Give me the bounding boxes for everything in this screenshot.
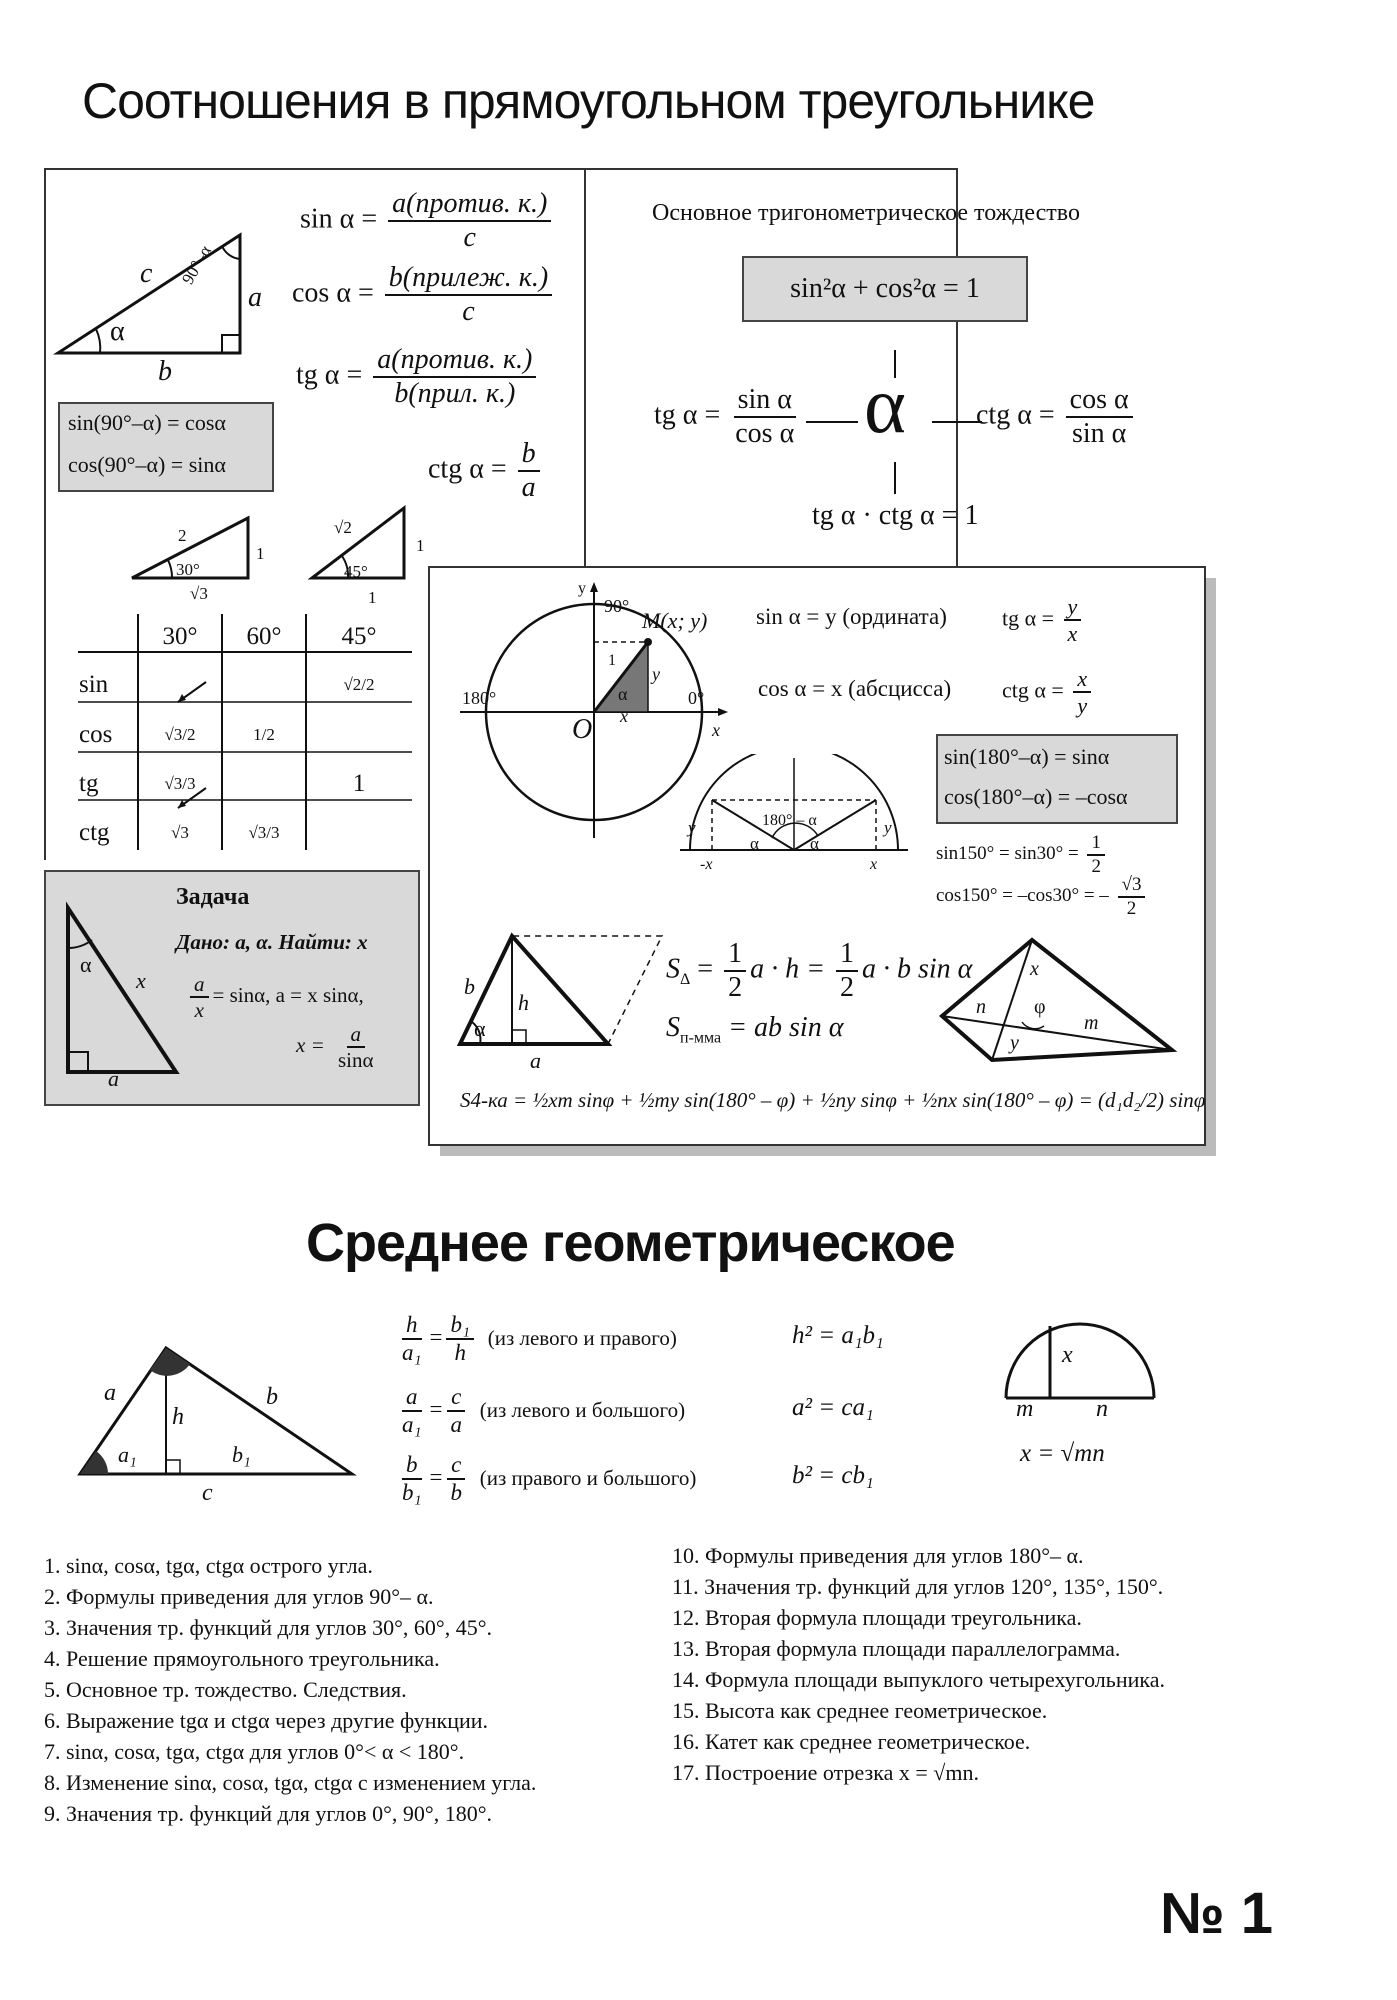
sin150-num: 1 xyxy=(1087,832,1105,856)
gm3-rden: b xyxy=(450,1480,462,1506)
quad-label-phi: φ xyxy=(1034,996,1046,1018)
task-given: Дано: a, α. Найти: x xyxy=(176,930,368,954)
quadrilateral-figure xyxy=(936,934,1186,1064)
sin-definition xyxy=(300,188,555,254)
id-tg-fraction xyxy=(731,384,798,450)
t30-leg: 1 xyxy=(256,544,265,563)
list-item: 10. Формулы приведения для углов 180°– α. xyxy=(672,1543,1084,1568)
id-tg-num: sin α xyxy=(734,384,796,418)
cos-num: b(прилеж. к.) xyxy=(385,262,552,296)
alpha-big: α xyxy=(864,362,906,450)
tri-area-half-2 xyxy=(836,938,858,1004)
list-item: 16. Катет как среднее геометрическое. xyxy=(672,1729,1031,1754)
circle-deg-90: 90° xyxy=(604,596,630,616)
list-item: 9. Значения тр. функций для углов 0°, 90°, 180°. xyxy=(44,1801,493,1826)
t30-angle: 30° xyxy=(176,560,200,579)
ctg-xy-den: y xyxy=(1077,693,1088,719)
tg-lhs: tg α = xyxy=(296,359,363,391)
list-item: 8. Изменение sinα, cosα, tgα, ctgα с изменением угла. xyxy=(44,1770,537,1795)
ctg-lhs: ctg α = xyxy=(428,453,507,485)
t45-hyp: √2 xyxy=(334,518,352,537)
reduction-180-box xyxy=(936,734,1178,824)
cos150-den: 2 xyxy=(1126,897,1137,919)
tg-yx-def xyxy=(1002,594,1085,647)
list-item: 12. Вторая формула площади треугольника. xyxy=(672,1605,1082,1630)
table-cos-45 xyxy=(306,710,412,760)
semi-label-m: m xyxy=(1016,1396,1034,1422)
task-label-a: a xyxy=(108,1066,119,1091)
cos-lhs: cos α = xyxy=(292,277,374,309)
semi-x-left: -x xyxy=(700,856,713,873)
semi-alpha-left: α xyxy=(750,834,759,853)
tri-area-half-1 xyxy=(724,938,746,1004)
sin-fraction xyxy=(388,188,551,254)
cos-abscissa-def: cos α = x (абсцисса) xyxy=(758,676,952,701)
table-tg-60 xyxy=(222,760,306,808)
geomean-row-3: $\frac{b}{\text{b₁}}$ = $\frac{c}{b}$ (из правого и большого) b² = cb₁ xyxy=(394,1452,696,1507)
table-ctg-30: √3 xyxy=(171,823,189,842)
tg-via-sin-cos xyxy=(654,384,802,450)
value-table xyxy=(78,614,412,858)
semi-label-x: x xyxy=(1062,1342,1073,1368)
cos150-lhs: cos150° = –cos30° = – xyxy=(936,885,1109,907)
ctg-xy-lhs: ctg α = xyxy=(1002,677,1064,703)
gm1-left-fraction xyxy=(398,1312,426,1367)
par-area-rest: = ab sin α xyxy=(728,1012,844,1043)
gm3-rnum: c xyxy=(447,1452,465,1480)
gm1-right-fraction xyxy=(446,1312,474,1367)
table-cos-30: √3/2 xyxy=(164,725,196,744)
triangle-label-c: c xyxy=(140,258,153,289)
t45-leg: 1 xyxy=(416,536,425,555)
table-corner xyxy=(78,614,138,660)
cos-den: c xyxy=(462,296,475,328)
tri-half-num-1: 1 xyxy=(724,938,746,972)
gm2-rden: a xyxy=(450,1412,462,1438)
par-label-h: h xyxy=(518,990,529,1015)
quad-label-m: m xyxy=(1084,1012,1099,1034)
topics-right-list xyxy=(672,1540,1165,1788)
list-item: 11. Значения тр. функций для углов 120°, 135°, 150°. xyxy=(672,1574,1164,1599)
table-tg-30: √3/3 xyxy=(164,774,196,793)
tri-area-absin: a · b sin α xyxy=(862,953,973,985)
triangle-label-angle: 90°–α xyxy=(178,242,216,288)
circle-ordinate-label: y xyxy=(652,664,660,684)
quad-label-y: y xyxy=(1010,1032,1019,1054)
table-header-60: 60° xyxy=(246,623,282,650)
gm-label-a1: a₁ xyxy=(118,1442,137,1467)
triangle-label-a: a xyxy=(248,282,262,313)
list-item: 13. Вторая формула площади параллелограмма. xyxy=(672,1636,1121,1661)
tg-yx-num: y xyxy=(1064,594,1082,621)
task-eq1-fraction xyxy=(190,972,209,1022)
circle-alpha: α xyxy=(618,684,628,704)
triangle-label-alpha: α xyxy=(110,316,125,347)
gm3-lnum: b xyxy=(402,1452,422,1480)
section2-title: Среднее геометрическое xyxy=(306,1213,955,1273)
tg-yx-lhs: tg α = xyxy=(1002,605,1055,631)
gm1-note: (из левого и правого) xyxy=(487,1325,677,1350)
cos-fraction xyxy=(385,262,552,328)
tri-half-den-1: 2 xyxy=(728,972,743,1004)
table-sin-30 xyxy=(138,660,222,710)
task-eq1-rest: = sinα, a = x sinα, xyxy=(212,982,364,1007)
gm3-result: b² = cb₁ xyxy=(792,1462,874,1489)
list-item: 2. Формулы приведения для углов 90°– α. xyxy=(44,1584,434,1609)
ctg-xy-fraction xyxy=(1073,666,1091,719)
circle-deg-180: 180° xyxy=(462,688,497,708)
gm-label-b1: b₁ xyxy=(232,1442,251,1467)
cos-definition xyxy=(292,262,556,328)
task-eq2-den: sinα xyxy=(338,1048,374,1073)
semi-y-right: y xyxy=(884,818,892,837)
table-header-45: 45° xyxy=(341,623,377,650)
cos150-fraction xyxy=(1118,874,1146,920)
sin-num: a(против. к.) xyxy=(388,188,551,222)
geomean-row-2: $\frac{a}{\text{a₁}}$ = $\frac{c}{a}$ (из левого и большого) a² = ca₁ xyxy=(394,1384,685,1439)
sin-ordinate-def: sin α = y (ордината) xyxy=(756,604,947,629)
list-item: 15. Высота как среднее геометрическое. xyxy=(672,1698,1048,1723)
page-title: Соотношения в прямоугольном треугольнике xyxy=(82,73,1095,129)
quadrilateral-area-formula: S4-ка = ½xm sinφ + ½my sin(180° – φ) + ½ny sinφ + ½nx sin(180° – φ) = (d₁d₂/2) sinφ xyxy=(460,1088,1206,1112)
gm1-rnum: b₁ xyxy=(446,1312,474,1340)
gm2-rnum: c xyxy=(447,1384,465,1412)
gm1-result: h² = a₁b₁ xyxy=(792,1322,884,1349)
tg-yx-fraction xyxy=(1064,594,1082,647)
table-row-ctg: ctg xyxy=(79,819,110,846)
table-row-sin: sin xyxy=(79,671,109,698)
gm-label-c: c xyxy=(202,1480,213,1506)
table-tg-45: 1 xyxy=(352,770,366,797)
task-eq2-num: a xyxy=(347,1022,366,1048)
sin-lhs: sin α = xyxy=(300,203,378,235)
sin150-lhs: sin150° = sin30° = xyxy=(936,843,1079,865)
circle-origin: O xyxy=(572,714,593,745)
task-triangle-figure xyxy=(58,900,188,1080)
task-eq1-den: x xyxy=(194,998,204,1023)
quad-label-x: x xyxy=(1030,958,1039,980)
sin150-fraction xyxy=(1087,832,1105,878)
table-row-tg: tg xyxy=(79,770,99,797)
gm2-note: (из левого и большого) xyxy=(479,1397,686,1422)
ctg-xy-num: x xyxy=(1073,666,1091,693)
circle-deg-0: 0° xyxy=(688,688,705,708)
par-area-sub: п-мма xyxy=(680,1029,722,1047)
circle-abscissa-label: x xyxy=(620,706,628,726)
gm3-note: (из правого и большого) xyxy=(479,1465,697,1490)
identity-caption: Основное тригонометрическое тождество xyxy=(652,200,1080,226)
id-ctg-den: sin α xyxy=(1071,418,1127,450)
table-header-30: 30° xyxy=(162,623,198,650)
reduction-180-sin: sin(180°–α) = sinα xyxy=(944,744,1110,769)
table-sin-60 xyxy=(222,660,306,710)
tri-area-sub: Δ xyxy=(680,971,691,989)
circle-axis-x: x xyxy=(712,720,720,740)
cos150-num: √3 xyxy=(1118,874,1146,898)
ctg-xy-def xyxy=(1002,666,1095,719)
tg-den: b(прил. к.) xyxy=(394,378,516,410)
parallelogram-area-formula xyxy=(666,1012,843,1048)
task-eq2-fraction xyxy=(334,1022,378,1072)
table-ctg-45 xyxy=(306,808,412,858)
geomean-result: x = √mn xyxy=(1020,1440,1105,1467)
reduction-90-cos: cos(90°–α) = sinα xyxy=(68,452,226,477)
reduction-90-sin: sin(90°–α) = cosα xyxy=(68,410,226,435)
gm-label-h: h xyxy=(172,1404,184,1430)
sin150-den: 2 xyxy=(1091,855,1101,877)
reduction-180-cos: cos(180°–α) = –cosα xyxy=(944,784,1128,809)
t30-base: √3 xyxy=(190,584,208,603)
circle-point-M: M(x; y) xyxy=(642,608,708,633)
ctg-definition xyxy=(428,438,544,504)
semi-angle: 180° – α xyxy=(762,812,817,829)
id-tg-lhs: tg α = xyxy=(654,399,721,431)
reduction-90-box xyxy=(58,402,274,492)
list-item: 5. Основное тр. тождество. Следствия. xyxy=(44,1677,407,1702)
task-title: Задача xyxy=(176,884,250,910)
t45-angle: 45° xyxy=(344,562,368,581)
geomean-row-1: $\frac{h}{\text{a₁}}$ = $\frac{\text{b₁}}{h}$ (из левого и правого) h² = a₁b₁ xyxy=(394,1312,677,1367)
gm2-result: a² = ca₁ xyxy=(792,1394,874,1421)
task-label-alpha: α xyxy=(80,952,92,977)
gm1-lnum: h xyxy=(402,1312,422,1340)
sin-den: c xyxy=(463,222,476,254)
gm2-left-fraction xyxy=(398,1384,426,1439)
gm2-lden: a₁ xyxy=(402,1412,422,1438)
list-item: 1. sinα, cosα, tgα, ctgα острого угла. xyxy=(44,1553,373,1578)
id-ctg-lhs: ctg α = xyxy=(976,399,1055,431)
list-item: 14. Формула площади выпуклого четырехугольника. xyxy=(672,1667,1165,1692)
id-tg-den: cos α xyxy=(735,418,795,450)
tri-half-den-2: 2 xyxy=(840,972,854,1004)
page-number: № 1 xyxy=(1160,1881,1274,1946)
id-ctg-num: cos α xyxy=(1066,384,1133,418)
cos150-example xyxy=(936,874,1149,920)
id-ctg-fraction xyxy=(1066,384,1133,450)
gm-label-a: a xyxy=(104,1380,116,1406)
table-row-cos: cos xyxy=(79,721,113,748)
gm2-lnum: a xyxy=(402,1384,422,1412)
sin150-example xyxy=(936,832,1109,878)
ctg-den: a xyxy=(521,472,536,504)
ctg-via-cos-sin xyxy=(976,384,1137,450)
list-item: 17. Построение отрезка x = √mn. xyxy=(672,1760,979,1785)
par-label-a: a xyxy=(530,1048,541,1073)
ctg-num: b xyxy=(518,438,540,472)
task-label-x: x xyxy=(136,968,146,993)
tri-area-S: S xyxy=(666,953,680,985)
semi-label-n: n xyxy=(1096,1396,1108,1422)
t45-base: 1 xyxy=(368,588,377,607)
table-cos-60: 1/2 xyxy=(253,725,275,744)
triangle-area-formula: $S_\Delta$ = $\frac{1}{2}$ a · h = $\frac{1}{2}$ a · b sin α xyxy=(666,938,973,1004)
par-label-b: b xyxy=(464,974,475,999)
task-eq1-num: a xyxy=(190,972,209,998)
gm1-rden: h xyxy=(454,1340,466,1366)
list-item: 7. sinα, cosα, tgα, ctgα для углов 0°< α < 180°. xyxy=(44,1739,465,1764)
circle-axis-y: y xyxy=(578,580,586,597)
task-eq1 xyxy=(186,972,364,1022)
tg-definition xyxy=(296,344,540,410)
topics-left-list xyxy=(44,1550,536,1829)
tg-ctg-product: tg α · ctg α = 1 xyxy=(812,500,979,531)
quad-label-n: n xyxy=(976,996,986,1018)
circle-radius-one: 1 xyxy=(608,652,616,669)
par-area-S: S xyxy=(666,1012,680,1043)
semi-alpha-right: α xyxy=(810,834,819,853)
gm3-lden: b₁ xyxy=(402,1480,422,1506)
gm3-right-fraction xyxy=(446,1452,466,1507)
identity-formula: sin²α + cos²α = 1 xyxy=(742,256,1028,322)
tg-fraction xyxy=(373,344,536,410)
table-ctg-60: √3/3 xyxy=(248,823,280,842)
list-item: 6. Выражение tgα и ctgα через другие функции. xyxy=(44,1708,489,1733)
task-eq2 xyxy=(296,1022,382,1072)
semi-x-right: x xyxy=(870,856,878,873)
list-item: 4. Решение прямоугольного треугольника. xyxy=(44,1646,440,1671)
gm2-right-fraction xyxy=(446,1384,466,1439)
task-eq2-lhs: x = xyxy=(296,1032,325,1057)
tri-half-num-2: 1 xyxy=(836,938,858,972)
tg-yx-den: x xyxy=(1067,621,1078,647)
par-label-alpha: α xyxy=(474,1016,486,1041)
tg-num: a(против. к.) xyxy=(373,344,536,378)
gm3-left-fraction xyxy=(398,1452,426,1507)
list-item: 3. Значения тр. функций для углов 30°, 60°, 45°. xyxy=(44,1615,493,1640)
gm1-lden: a₁ xyxy=(402,1340,422,1366)
table-sin-45: √2/2 xyxy=(343,675,375,694)
gm-label-b: b xyxy=(266,1384,278,1410)
tri-area-ah: a · h = xyxy=(750,953,825,985)
semi-y-left: y xyxy=(688,818,696,837)
triangle-label-b: b xyxy=(158,356,172,387)
t30-hyp: 2 xyxy=(178,526,187,545)
ctg-fraction xyxy=(518,438,540,504)
